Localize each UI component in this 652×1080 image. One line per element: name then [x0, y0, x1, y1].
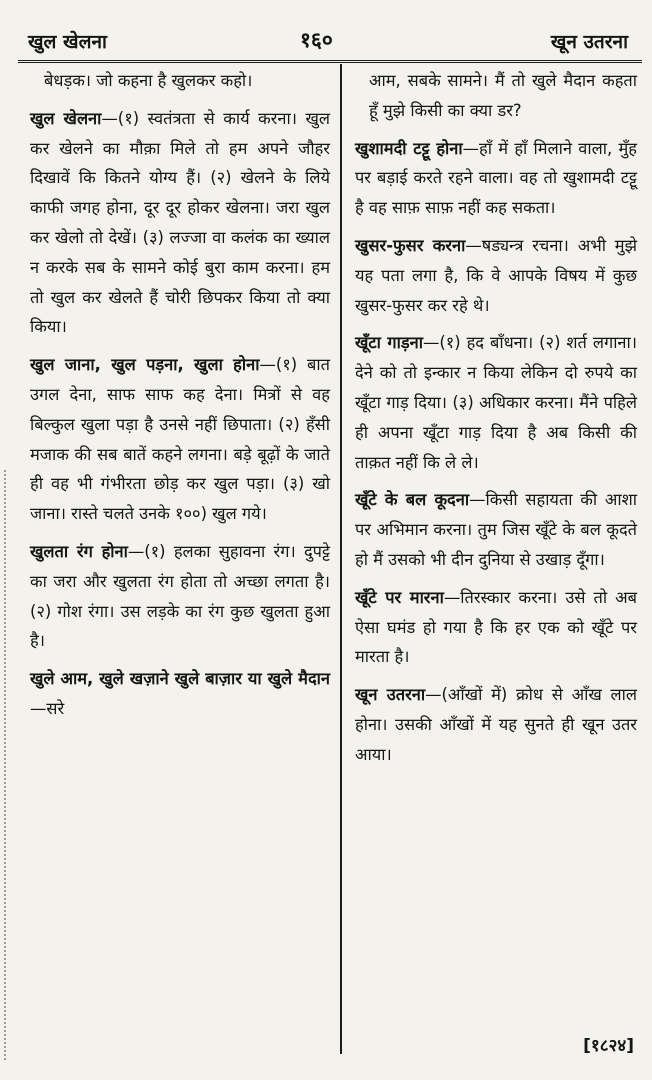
header-rule	[18, 60, 642, 63]
entry-term: खूँटे के बल कूदना	[355, 490, 470, 510]
entry-term: खुले आम, खुले खज़ाने खुले बाज़ार या खुले मैदान	[30, 669, 330, 689]
entry-term: खुल जाना, खुल पड़ना, खुला होना	[30, 355, 260, 375]
entry-definition: —(आँखों में) क्रोध से आँख लाल होना। उसकी आँखों में यह सुनते ही खून उतर आया।	[355, 685, 637, 764]
entry	[30, 664, 330, 724]
entry	[30, 104, 330, 342]
entry-term: खूँटा गाड़ना	[355, 333, 423, 353]
entry-definition: —(१) हलका सुहावना रंग। दुपट्टे का जरा और खुलता रंग होता तो अच्छा लगता है। (२) गोश रंगा। उस लड़के का रंग कुछ खुलता हुआ है।	[30, 541, 330, 651]
entry-term: खुलता रंग होना	[30, 541, 128, 561]
entry-definition: —(१) हद बाँधना। (२) शर्त लगाना। देने को तो इन्कार न किया लेकिन दो रुपये का खूँटा गाड़ दिया। (३) अधिकार करना। मैंने पहिले ही अपना खूँटा गाड़ दिया है अब किसी की ताक़त नहीं कि ले ले।	[355, 333, 637, 472]
entry-definition: —तिरस्कार करना। उसे तो अब ऐसा घमंड हो गया है कि हर एक को खूँटे पर मारता है।	[355, 587, 638, 667]
entry	[30, 537, 330, 656]
entry-definition: —हाँ में हाँ मिलाने वाला, मुँह पर बड़ाई करते रहने वाला। वह तो खुशामदी टट्टू है वह साफ़ साफ़ नहीं कह सकता।	[355, 138, 637, 218]
page-number: १६०	[300, 28, 333, 52]
entry-continuation: बेधड़क। जो कहना है खुलकर कहो।	[44, 71, 253, 90]
left-running-head: खुल खेलना	[28, 31, 107, 53]
scan-edge-mark	[4, 470, 6, 1060]
entry	[355, 134, 637, 223]
entry-definition: —सरे	[30, 698, 65, 718]
entry	[355, 231, 637, 320]
entry-definition: —षड्यन्त्र रचना। अभी मुझे यह पता लगा है, कि वे आपके विषय में कुछ खुसर-फुसर कर रहे थे।	[355, 235, 637, 315]
entry-definition: —(१) स्वतंत्रता से कार्य करना। खुल कर खेलने का मौक़ा मिले तो हम अपने जौहर दिखावें कि कितने योग्य हैं। (२) खेलने के लिये काफी जगह होना, दूर दूर होकर खेलना। जरा खुल कर खेलो तो देखें। (३) लज्जा वा कलंक का ख्याल न करके सब के सामने कोई बुरा काम करना। हम तो खुल कर खेलते हैं चोरी छिपकर किया तो क्या किया।	[30, 108, 330, 337]
entry	[355, 328, 637, 477]
entry	[30, 350, 330, 529]
entry-continuation: आम, सबके सामने। मैं तो खुले मैदान कहता हूँ मुझे किसी का क्या डर?	[369, 71, 637, 120]
entry-term: खुसर-फुसर करना	[355, 235, 466, 255]
entry	[355, 583, 637, 672]
column-divider	[340, 64, 342, 1054]
entry-term: खुल खेलना	[30, 108, 102, 128]
entry-term: खूँटे पर मारना	[355, 587, 444, 607]
entry-definition: —(१) बात उगल देना, साफ साफ कह देना। मित्रों से वह बिल्कुल खुला पड़ा है उनसे नहीं छिपाता। (२) हँसी मजाक की सब बातें कहने लगना। बड़े बूढ़ों के जाते ही वह भी गंभीरता छोड़ कर खुल पड़ा। (३) खो जाना। रास्ते चलते उनके १००) खुल गये।	[30, 355, 330, 524]
entry-term: खून उतरना	[355, 685, 426, 705]
right-column	[355, 66, 637, 778]
entry-definition: —किसी सहायता की आशा पर अभिमान करना। तुम जिस खूँटे के बल कूदते हो मैं उसको भी दीन दुनिया से उखाड़ दूँगा।	[355, 490, 638, 569]
right-running-head: खून उतरना	[550, 31, 628, 53]
entry-count-footer: [१८२४]	[583, 1036, 634, 1056]
entry	[355, 680, 637, 769]
entry-term: खुशामदी टट्टू होना	[355, 138, 463, 158]
entry	[355, 485, 637, 574]
page-header	[0, 0, 652, 64]
left-column	[30, 66, 330, 732]
